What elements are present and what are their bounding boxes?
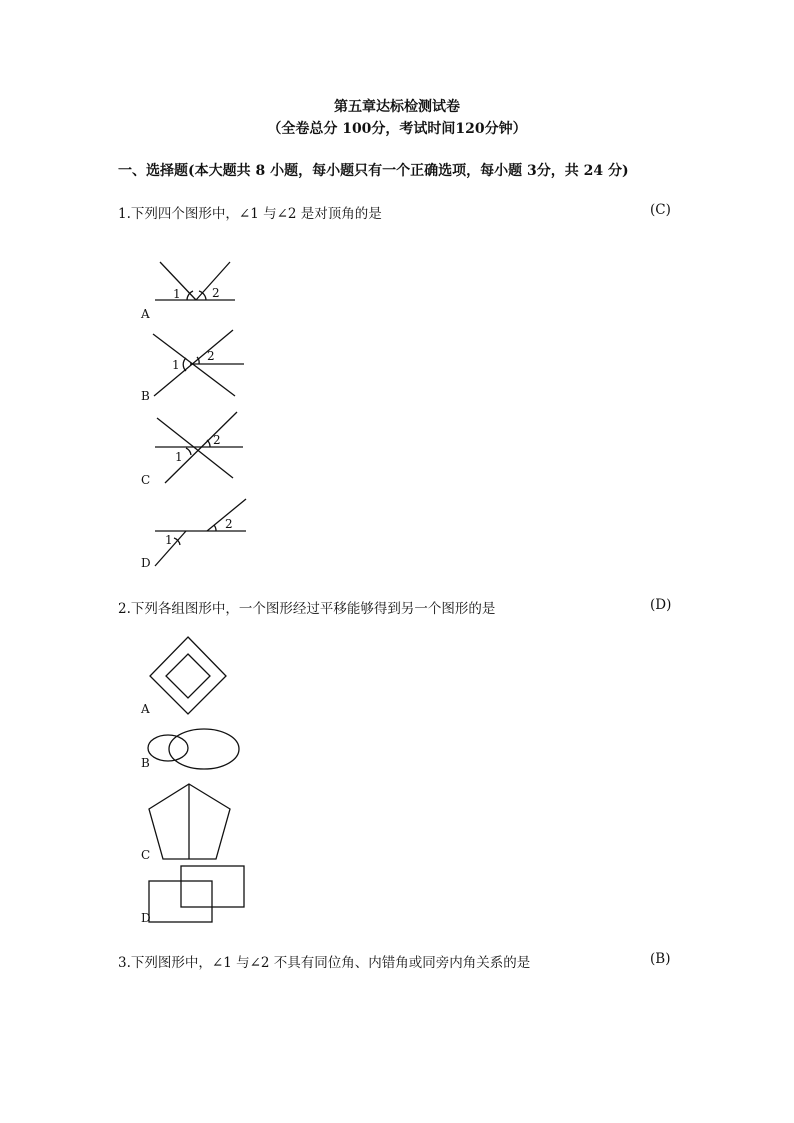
q2-option-b-label: B bbox=[141, 756, 150, 770]
question-3-text: 3.下列图形中，∠1 与∠2 不具有同位角、内错角或同旁内角关系的是 bbox=[118, 955, 531, 971]
question-2-answer: (D) bbox=[650, 597, 672, 613]
page-title: 第五章达标检测试卷 bbox=[334, 99, 460, 115]
question-1-text: 1.下列四个图形中，∠1 与∠2 是对顶角的是 bbox=[118, 206, 382, 222]
q2-option-b-figure bbox=[141, 729, 239, 770]
q1-option-b-label: B bbox=[141, 389, 150, 403]
q1-option-d-label: D bbox=[141, 556, 151, 570]
q1-a-angle2-label: 2 bbox=[212, 286, 220, 300]
question-3-answer: (B) bbox=[650, 951, 671, 967]
q2-option-a-figure bbox=[140, 637, 226, 716]
q1-d-angle1-label: 1 bbox=[165, 533, 173, 547]
q2-option-a-label: A bbox=[141, 702, 150, 716]
q1-b-angle1-label: 1 bbox=[172, 358, 180, 372]
q2-option-c-label: C bbox=[141, 848, 151, 862]
q2-option-d-label: D bbox=[141, 911, 151, 925]
q1-a-angle1-label: 1 bbox=[173, 287, 181, 301]
q1-c-angle2-label: 2 bbox=[213, 433, 221, 447]
section-heading: 一、选择题(本大题共 8 小题，每小题只有一个正确选项，每小题 3分，共 24 分) bbox=[118, 163, 629, 179]
page-subtitle: （全卷总分 100分，考试时间120分钟） bbox=[267, 121, 527, 137]
q2-option-c-figure bbox=[141, 784, 230, 862]
q1-c-angle1-label: 1 bbox=[175, 450, 183, 464]
q1-b-angle2-label: 2 bbox=[207, 349, 215, 363]
q1-option-c-label: C bbox=[141, 473, 151, 487]
question-2-text: 2.下列各组图形中，一个图形经过平移能够得到另一个图形的是 bbox=[118, 601, 496, 617]
q1-option-a-label: A bbox=[141, 307, 150, 321]
q1-d-angle2-label: 2 bbox=[225, 517, 233, 531]
question-1-answer: (C) bbox=[650, 202, 671, 218]
q2-option-d-figure bbox=[141, 866, 244, 925]
